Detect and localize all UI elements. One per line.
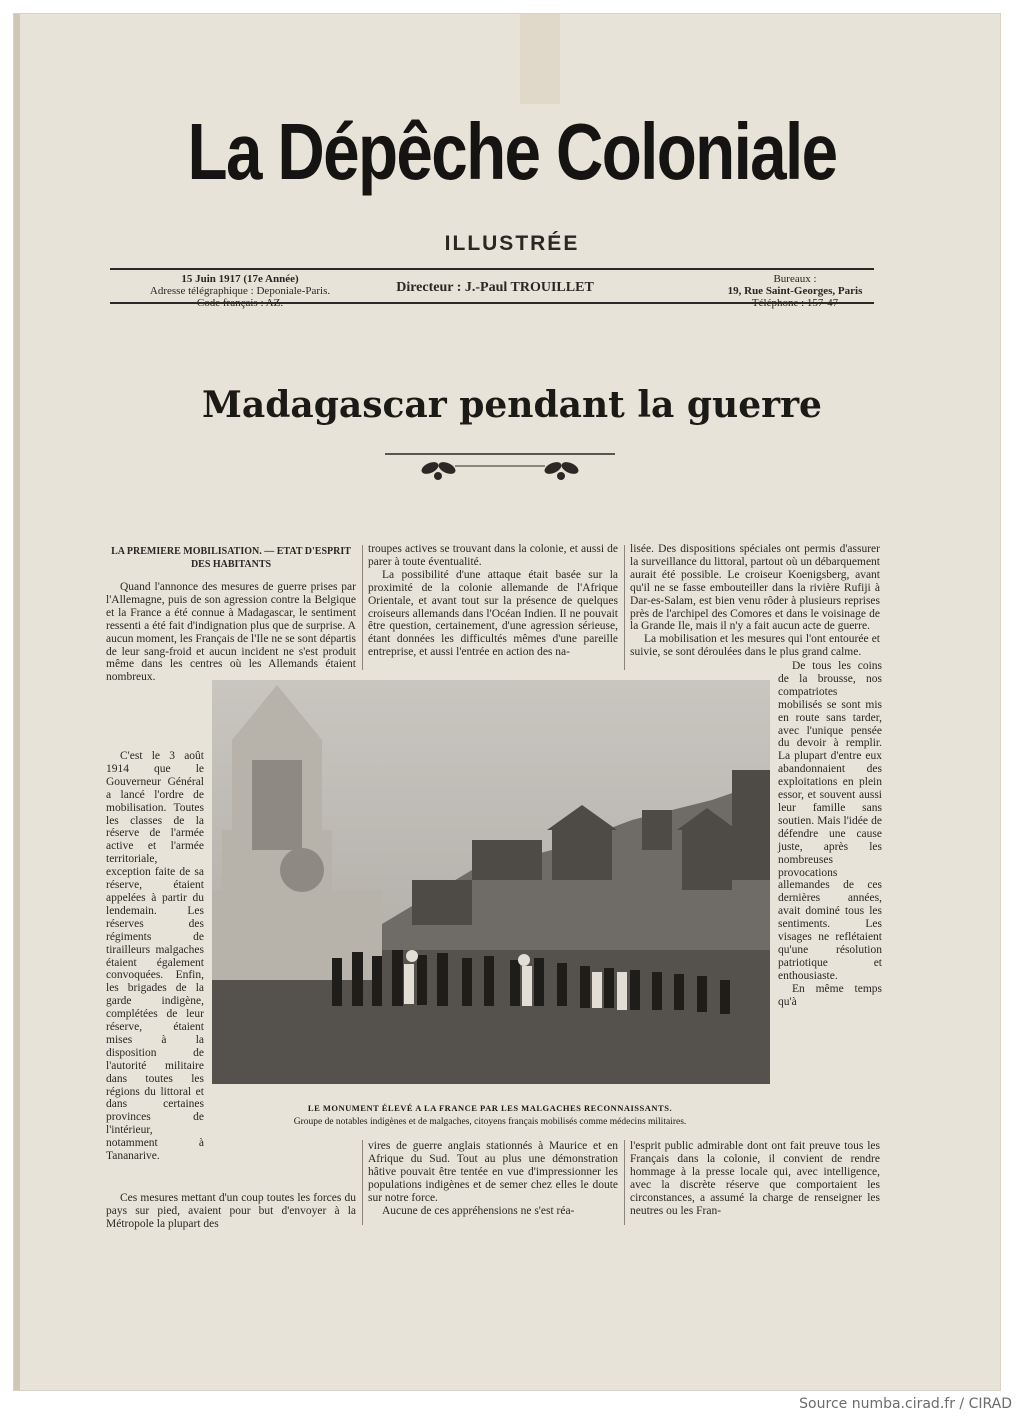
column-rule — [624, 1140, 625, 1225]
column-rule — [624, 545, 625, 670]
article-column-2 — [368, 543, 618, 659]
telegraph-address: Adresse télégraphique : Deponiale-Paris. — [149, 285, 331, 297]
paragraph: C'est le 3 août 1914 que le Gouverneur Général a lancé l'ordre de mobilisation. Toutes les classes de la réserve de l'armée active et l'armée territoriale, exception faite de sa réserve, étaient appelées à partir du lendemain. Les réserves des régiments de tirailleurs malgaches étaient également convoquées. Enfin, les brigades de la garde indigène, complétées de leur réserve, étaient mises à la disposition de l'autorité militaire dans toutes les régions du littoral et dans certaines provinces de l'intérieur, notamment à Tananarive. — [106, 750, 204, 1163]
issue-date: 15 Juin 1917 (17e Année) — [181, 273, 299, 285]
article-column-3-narrow — [778, 660, 882, 1008]
offices-info — [700, 273, 890, 309]
paragraph: lisée. Des dispositions spéciales ont permis d'assurer la surveillance du littoral, partout où un débarquement aurait été possible. Le croiseur Koenigsberg, avant qu'il ne se fasse embouteiller dans la rivière Rufiji à Dar-es-Salam, est bien venu rôder à plusieurs reprises près de l'archipel des Comores et dans le voisinage de la Grande Ile, mais il n'y a fait aucun acte de guerre. — [630, 543, 880, 633]
offices-address: 19, Rue Saint-Georges, Paris — [727, 285, 863, 297]
monument-photo — [212, 680, 770, 1084]
masthead-rule-top — [110, 268, 874, 270]
offices-phone: Téléphone : 157-47 — [751, 297, 839, 309]
article-column-2-bottom — [368, 1140, 618, 1217]
paragraph: La mobilisation et les mesures qui l'ont entourée et suivie, se sont déroulées dans le plus grand calme. — [630, 633, 880, 659]
article-column-3 — [630, 543, 880, 659]
article-column-1 — [106, 545, 356, 684]
photo-caption-text: Groupe de notables indigènes et de malgaches, citoyens français mobilisés comme médecins militaires. — [293, 1117, 687, 1127]
paper-stain — [520, 14, 560, 104]
paragraph: l'esprit public admirable dont ont fait preuve tous les Français dans la colonie, il convient de rendre hommage à la presse locale qui, avec intelligence, avec la discrète réserve que comportaient les circonstances, a assumé la charge de renseigner les neutres ou les Fran- — [630, 1140, 880, 1217]
masthead-title: La Dépêche Coloniale — [187, 107, 837, 196]
article-column-3-bottom — [630, 1140, 880, 1217]
photo-illustration — [212, 680, 770, 1084]
telegraph-code: Code français : AZ. — [196, 297, 284, 309]
paragraph: Quand l'annonce des mesures de guerre prises par l'Allemagne, puis de son agression contre la Belgique et la France a été connue à Madagascar, le sentiment ressenti a été fait d'indignation plus que de surprise. A aucun moment, les Français de l'Ile ne se sont départis de leur sang-froid et aucun incident ne s'est produit même dans les centres où les Allemands étaient nombreux. — [106, 581, 356, 684]
page-edge-shadow — [14, 14, 20, 1390]
article-column-1-bottom — [106, 1192, 356, 1231]
paragraph: De tous les coins de la brousse, nos compatriotes mobilisés se sont mis en route sans tarder, avec l'unique pensée du devoir à remplir. La plupart d'entre eux abandonnaient des exploitations en plein essor, et souvent aussi leur famille sans soutien. Mais l'idée de défendre une cause juste, après les nombreuses provocations allemandes de ces dernières années, avait dominé tous les sentiments. Les visages ne reflétaient qu'une résolution patriotique et enthousiaste. — [778, 660, 882, 982]
paragraph: En même temps qu'à — [778, 982, 882, 1008]
source-credit: Source numba.cirad.fr / CIRAD — [799, 1396, 1012, 1412]
paragraph: Aucune de ces appréhensions ne s'est réa- — [382, 1204, 575, 1217]
paragraph: Ces mesures mettant d'un coup toutes les forces du pays sur pied, avaient pour but d'envoyer à la Métropole la plupart des — [106, 1192, 356, 1230]
column-rule — [362, 1140, 363, 1225]
paragraph: troupes actives se trouvant dans la colonie, et aussi de parer à toute éventualité. — [368, 543, 618, 568]
ornament-divider — [385, 450, 615, 484]
article-headline: Madagascar pendant la guerre — [202, 384, 822, 426]
section-heading: LA PREMIERE MOBILISATION. — ETAT D'ESPRIT DES HABITANTS — [111, 546, 351, 570]
issue-info — [140, 273, 340, 309]
column-rule — [362, 545, 363, 670]
masthead-subtitle: ILLUSTRÉE — [444, 232, 580, 255]
photo-caption-title: LE MONUMENT ÉLEVÉ A LA FRANCE PAR LES MALGACHES RECONNAISSANTS. — [307, 1103, 673, 1113]
paragraph: vires de guerre anglais stationnés à Maurice et en Afrique du Sud. Tout au plus une démonstration hâtive pouvait être tentée en vue d'impressionner les populations indigènes et de semer chez elles le doute sur notre force. — [368, 1140, 618, 1204]
offices-label: Bureaux : — [773, 273, 817, 285]
article-column-1-narrow — [106, 750, 204, 1163]
director-line: Directeur : J.-Paul TROUILLET — [396, 280, 594, 295]
paragraph: La possibilité d'une attaque était basée sur la proximité de la colonie allemande de l'Afrique Orientale, et avant tout sur la présence de quelques croiseurs allemands dans l'Océan Indien. Il ne pouvait être question, certainement, d'une agression sérieuse, étant données les difficultés mêmes d'une pareille entreprise, et aussi l'entrée en action des na- — [368, 568, 618, 659]
